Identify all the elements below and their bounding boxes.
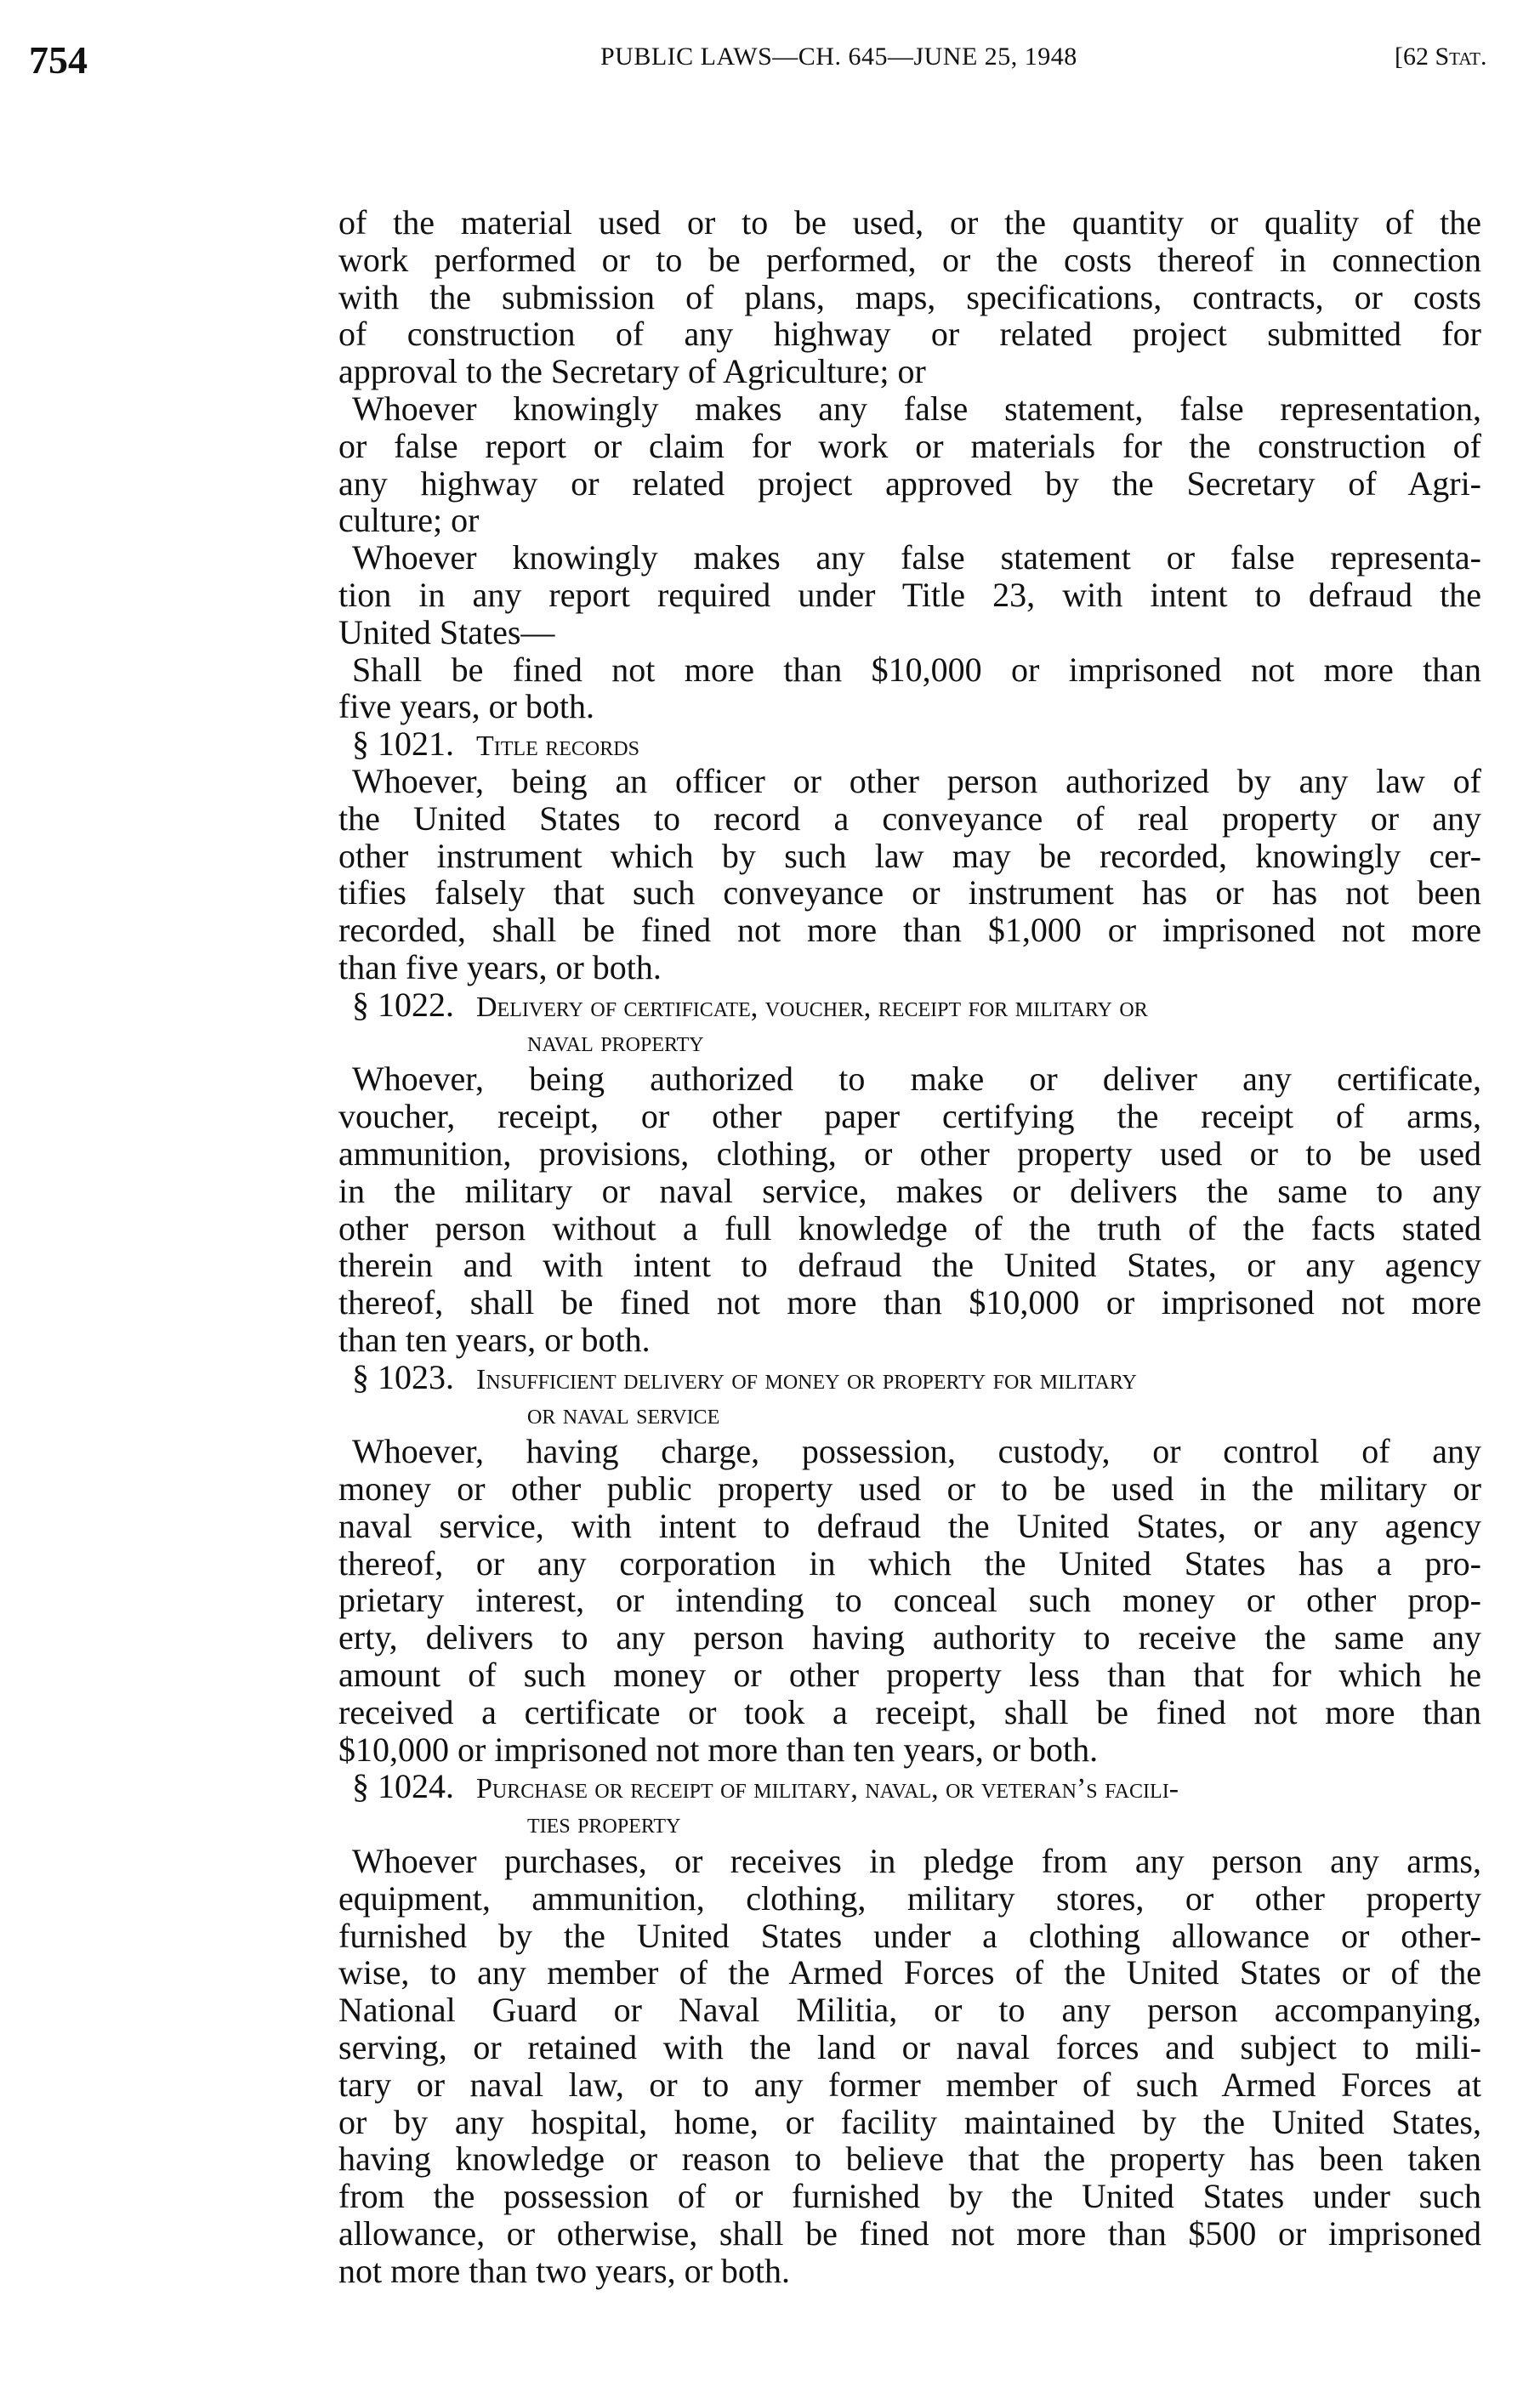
text-line: in the military or naval service, makes or delivers the same to any (338, 1171, 1481, 1210)
text-line: furnished by the United States under a clothing allowance or other- (338, 1916, 1481, 1955)
page-body (338, 204, 1481, 2290)
running-header (0, 37, 1540, 80)
text-line: National Guard or Naval Militia, or to any person accompanying, (338, 1991, 1481, 2030)
text-line: recorded, shall be fined not more than $1,000 or imprisoned not more (338, 911, 1481, 950)
section-title: Insufficient delivery of money or property for military (476, 1363, 1137, 1395)
paragraph (338, 1433, 1481, 1768)
text-line: other instrument which by such law may be recorded, knowingly cer- (338, 836, 1481, 875)
section-heading (338, 986, 1481, 1061)
section-title-line (338, 1024, 1481, 1061)
text-line: erty, delivers to any person having authority to receive the same any (338, 1618, 1481, 1657)
section-heading (338, 1359, 1481, 1434)
text-line: $10,000 or imprisoned not more than ten years, or both. (338, 1730, 1099, 1769)
section-title: Purchase or receipt of military, naval, or veteran’s facili- (476, 1773, 1179, 1805)
text-line: than ten years, or both. (338, 1320, 651, 1359)
text-line: not more than two years, or both. (338, 2251, 790, 2290)
section-title: ties property (527, 1808, 681, 1840)
text-line: Whoever knowingly makes any false statement, false representation, (352, 389, 1481, 428)
section-heading (338, 725, 1481, 763)
text-line: equipment, ammunition, clothing, military stores, or other property (338, 1878, 1481, 1918)
text-line: approval to the Secretary of Agriculture; or (338, 352, 926, 391)
section-title: Delivery of certificate, voucher, receipt for military or (476, 991, 1148, 1023)
text-line: five years, or both. (338, 687, 595, 726)
text-line: tion in any report required under Title 23, with intent to defraud the (338, 575, 1481, 614)
text-line: tifies falsely that such conveyance or instrument has or has not been (338, 873, 1481, 912)
text-line: ammunition, provisions, clothing, or other property used or to be used (338, 1134, 1481, 1173)
text-line: wise, to any member of the Armed Forces of the United States or of the (338, 1953, 1481, 1992)
section-title-line (338, 1359, 1481, 1396)
text-line: or false report or claim for work or materials for the construction of (338, 426, 1481, 465)
section-number: § 1024. (352, 1767, 454, 1806)
section-number: § 1022. (352, 985, 454, 1024)
paragraph (338, 539, 1481, 651)
section-number: § 1023. (352, 1357, 454, 1396)
paragraph (338, 651, 1481, 726)
section-heading (338, 1768, 1481, 1843)
text-line: serving, or retained with the land or naval forces and subject to mili- (338, 2028, 1481, 2067)
text-line: Shall be fined not more than $10,000 or imprisoned not more than (352, 650, 1481, 689)
text-line: Whoever, being authorized to make or deliver any certificate, (352, 1060, 1481, 1099)
text-line: other person without a full knowledge of the truth of the facts stated (338, 1208, 1481, 1247)
text-line: received a certificate or took a receipt, shall be fined not more than (338, 1692, 1481, 1731)
section-title-line (338, 986, 1481, 1024)
text-line: any highway or related project approved by the Secretary of Agri- (338, 463, 1481, 503)
paragraph (338, 204, 1481, 390)
text-line: than five years, or both. (338, 947, 662, 986)
section-title-line (338, 1768, 1481, 1805)
section-title: naval property (527, 1026, 704, 1058)
paragraph (338, 1843, 1481, 2290)
text-line: allowance, or otherwise, shall be fined not more than $500 or imprisoned (338, 2214, 1481, 2253)
running-head: PUBLIC LAWS—CH. 645—JUNE 25, 1948 (600, 43, 1077, 71)
text-line: Whoever knowingly makes any false statement or false representa- (352, 538, 1481, 577)
text-line: money or other public property used or to be used in the military or (338, 1469, 1481, 1509)
section-number: § 1021. (352, 725, 454, 764)
text-line: from the possession of or furnished by the United States under such (338, 2177, 1481, 2216)
text-line: United States— (338, 612, 555, 651)
text-line: culture; or (338, 501, 480, 540)
text-line: with the submission of plans, maps, specifications, contracts, or costs (338, 277, 1481, 316)
volume-reference: [62 Stat. (1395, 43, 1487, 71)
text-line: naval service, with intent to defraud the United States, or any agency (338, 1506, 1481, 1545)
text-line: or by any hospital, home, or facility maintained by the United States, (338, 2102, 1481, 2141)
section-title-line (338, 1805, 1481, 1843)
text-line: having knowledge or reason to believe that the property has been taken (338, 2139, 1481, 2179)
text-line: Whoever, being an officer or other person authorized by any law of (352, 761, 1481, 800)
text-line: the United States to record a conveyance of real property or any (338, 798, 1481, 838)
section-title: Title records (476, 730, 639, 763)
text-line: amount of such money or other property less than that for which he (338, 1656, 1481, 1695)
section-title-line (338, 725, 1481, 763)
text-line: thereof, or any corporation in which the United States has a pro- (338, 1543, 1481, 1583)
paragraph (338, 763, 1481, 986)
text-line: therein and with intent to defraud the United States, or any agency (338, 1246, 1481, 1285)
paragraph (338, 1060, 1481, 1358)
text-line: of construction of any highway or related project submitted for (338, 315, 1481, 354)
text-line: tary or naval law, or to any former member of such Armed Forces at (338, 2065, 1481, 2104)
text-line: prietary interest, or intending to conceal such money or other prop- (338, 1581, 1481, 1620)
text-line: Whoever, having charge, possession, custody, or control of any (352, 1432, 1481, 1471)
text-line: thereof, shall be fined not more than $10,000 or imprisoned not more (338, 1283, 1481, 1322)
paragraph (338, 390, 1481, 539)
text-line: Whoever purchases, or receives in pledge from any person any arms, (352, 1842, 1481, 1881)
section-title-line (338, 1396, 1481, 1434)
text-line: of the material used or to be used, or the quantity or quality of the (338, 203, 1481, 242)
text-line: work performed or to be performed, or the costs thereof in connection (338, 240, 1481, 279)
page-number: 754 (29, 38, 88, 82)
text-line: voucher, receipt, or other paper certifying the receipt of arms, (338, 1097, 1481, 1136)
section-title: or naval service (527, 1398, 720, 1430)
